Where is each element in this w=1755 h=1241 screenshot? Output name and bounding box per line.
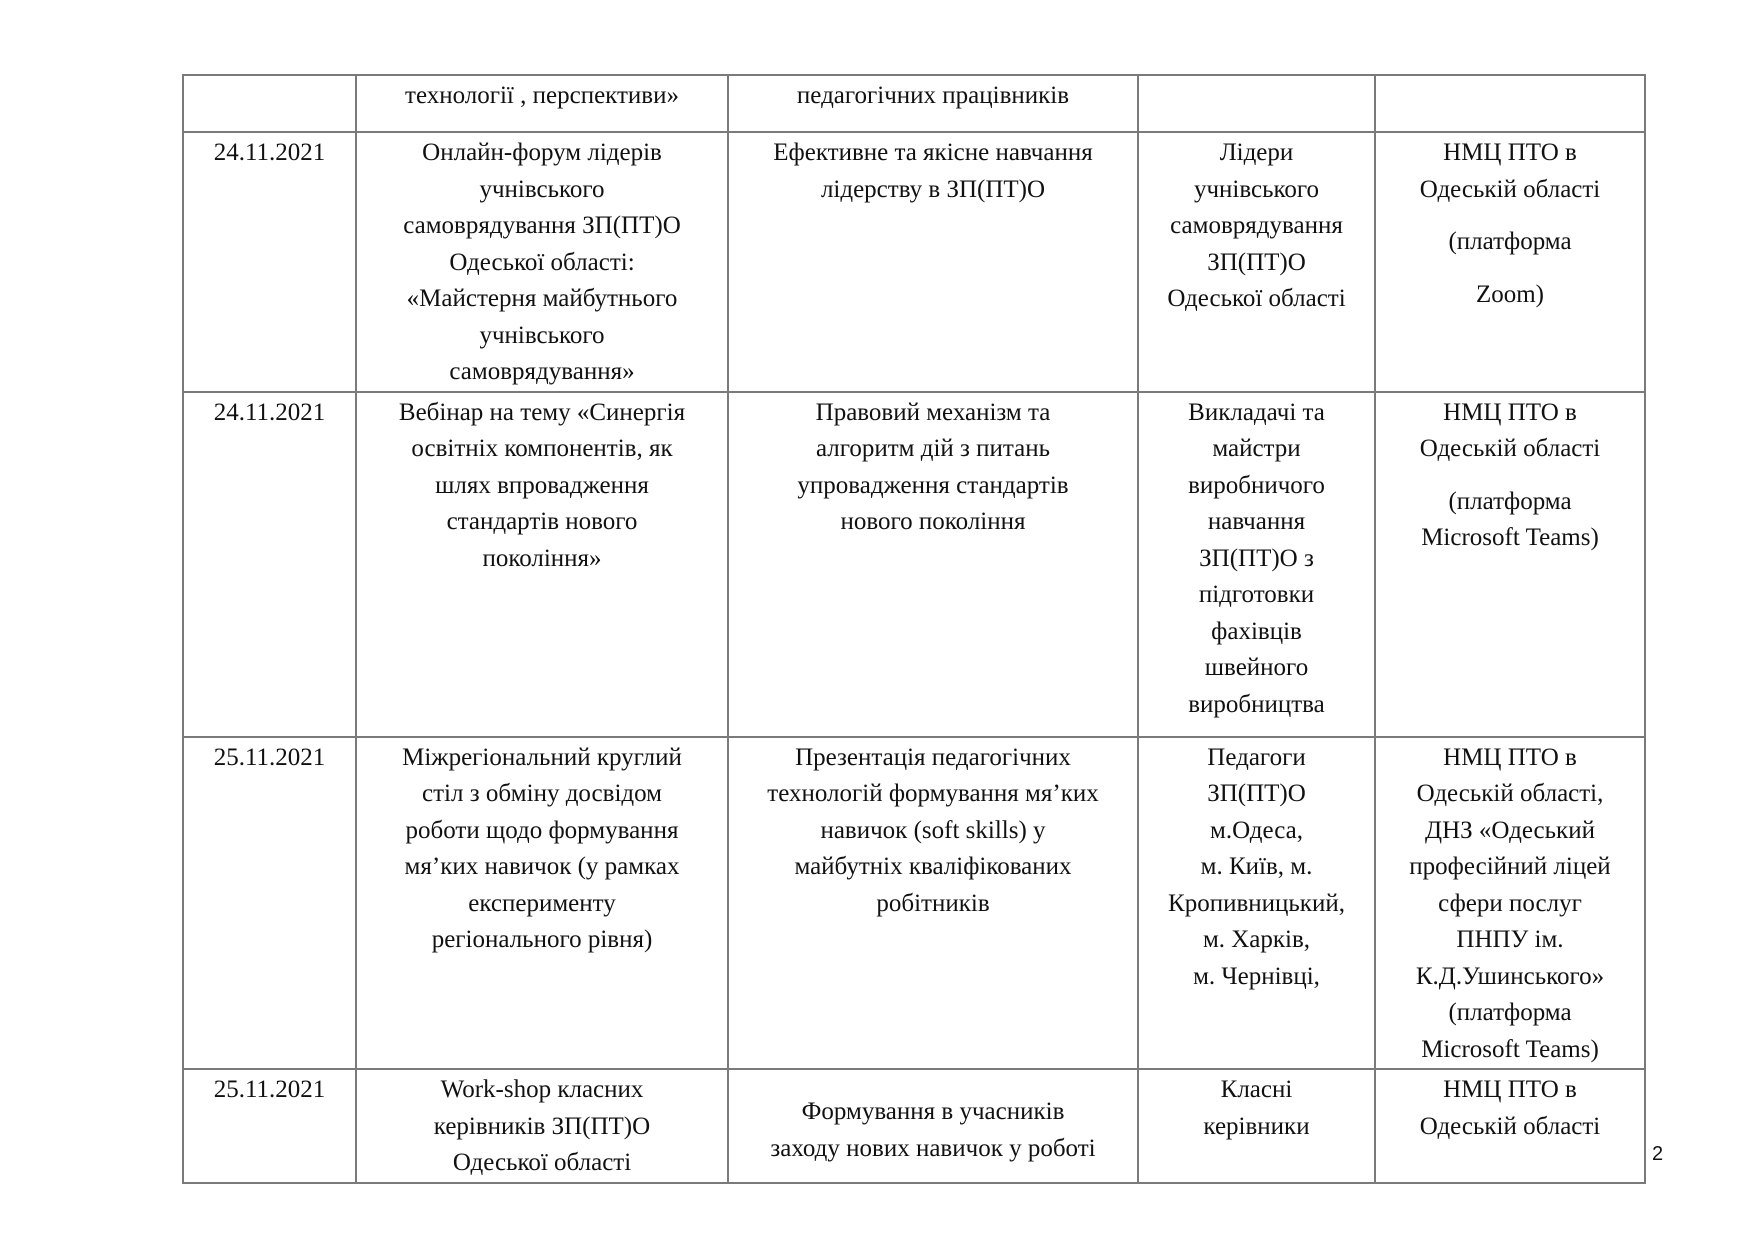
- cell-text-line: НМЦ ПТО в: [1443, 1076, 1577, 1103]
- cell-text-line: Microsoft Teams): [1421, 1035, 1599, 1063]
- cell-text-line: м. Київ, м.: [1200, 853, 1313, 880]
- cell-text-line: педагогічних працівників: [796, 82, 1070, 109]
- date-cell: [183, 132, 356, 392]
- cell-text-line: Кропивницький,: [1168, 889, 1345, 917]
- cell-text-line: Правовий механізм та: [815, 398, 1051, 426]
- cell-text-line: Формування в учасників: [801, 1098, 1065, 1125]
- cell-text-line: самоврядування: [1170, 212, 1343, 239]
- cell-text-line: самоврядування ЗП(ПТ)О: [403, 212, 681, 239]
- cell-text-line: Одеській області: [1419, 435, 1601, 462]
- cell-text-line: Міжрегіональний круглий: [402, 743, 682, 771]
- platform-text-line: Microsoft Teams): [1421, 524, 1599, 551]
- table-row: [183, 392, 1645, 737]
- cell-text-line: учнівського: [479, 175, 605, 203]
- topic-text-block: [735, 1072, 1131, 1167]
- date-cell: [183, 737, 356, 1070]
- cell-text-line: Онлайн-форум лідерів: [422, 139, 662, 166]
- cell-text-line: Вебінар на тему «Синергія: [398, 398, 686, 426]
- cell-text-line: учнівського: [1193, 175, 1320, 203]
- cell-text-line: Work-shop класних: [440, 1076, 644, 1103]
- cell-text-line: учнівського: [479, 321, 605, 349]
- table-row: [183, 737, 1645, 1070]
- cell-text-line: упровадження стандартів: [797, 471, 1069, 499]
- topic-cell: [728, 737, 1138, 1070]
- cell-text-line: ДНЗ «Одеський: [1425, 816, 1595, 844]
- platform-text-line: (платформа: [1448, 228, 1572, 255]
- cell-text-line: стіл з обміну досвідом: [422, 780, 662, 807]
- organizer-cell: [1375, 132, 1645, 392]
- table-row: [183, 1069, 1645, 1183]
- table-row: [183, 75, 1645, 132]
- event-cell: [356, 392, 728, 737]
- cell-text-line: ЗП(ПТ)О: [1207, 248, 1306, 276]
- cell-text-line: професійний ліцей: [1409, 853, 1611, 880]
- cell-text-line: 25.11.2021: [213, 1076, 326, 1103]
- platform-text-line: (платформа: [1448, 487, 1572, 515]
- cell-text-line: майстри: [1212, 435, 1301, 462]
- cell-text-line: Педагоги: [1207, 743, 1306, 771]
- cell-text-line: Лідери: [1219, 139, 1294, 166]
- topic-cell: [728, 1069, 1138, 1183]
- table-row: [183, 132, 1645, 392]
- date-cell: [183, 1069, 356, 1183]
- cell-text-line: навичок (soft skills) у: [820, 816, 1046, 844]
- cell-text-line: Одеській області,: [1416, 780, 1604, 807]
- cell-text-line: фахівців: [1211, 617, 1302, 645]
- cell-text-line: навчання: [1207, 508, 1306, 535]
- platform-text-line: Zoom): [1475, 280, 1545, 308]
- cell-text-line: НМЦ ПТО в: [1443, 398, 1577, 426]
- cell-text-line: м.Одеса,: [1210, 816, 1303, 844]
- cell-text-line: керівники: [1203, 1112, 1310, 1140]
- cell-text-line: Одеської області:: [449, 248, 635, 276]
- cell-text-line: технологій формування мя’ких: [767, 780, 1099, 807]
- cell-text-line: заходу нових навичок у роботі: [770, 1134, 1096, 1162]
- cell-text-line: ЗП(ПТ)О з: [1199, 544, 1314, 572]
- page-number: 2: [1652, 1143, 1664, 1165]
- cell-text-line: освітніх компонентів, як: [411, 435, 673, 462]
- organizer-cell: [1375, 737, 1645, 1070]
- cell-text-line: покоління»: [482, 544, 602, 572]
- cell-text-line: НМЦ ПТО в: [1443, 743, 1577, 771]
- cell-text-line: 24.11.2021: [213, 398, 326, 426]
- participants-cell: [1138, 132, 1375, 392]
- cell-text-line: сфери послуг: [1438, 889, 1582, 917]
- participants-cell: [1138, 75, 1375, 132]
- events-table: [182, 74, 1646, 1184]
- date-cell: [183, 75, 356, 132]
- cell-text-line: лідерству в ЗП(ПТ)О: [820, 175, 1046, 203]
- cell-text-line: м. Чернівці,: [1193, 962, 1320, 990]
- cell-text-line: 25.11.2021: [213, 743, 326, 771]
- cell-text-line: Одеської області: [1167, 285, 1346, 312]
- cell-text-line: виробництва: [1188, 690, 1325, 718]
- organizer-cell: [1375, 392, 1645, 737]
- cell-text-line: 24.11.2021: [213, 139, 326, 166]
- event-cell: [356, 75, 728, 132]
- cell-text-line: алгоритм дій з питань: [815, 435, 1051, 462]
- cell-text-line: шлях впровадження: [435, 471, 649, 499]
- participants-cell: [1138, 392, 1375, 737]
- event-cell: [356, 1069, 728, 1183]
- organizer-cell: [1375, 1069, 1645, 1183]
- cell-text-line: Одеській області: [1419, 1112, 1601, 1140]
- cell-text-line: майбутніх кваліфікованих: [794, 853, 1072, 880]
- cell-text-line: мя’ких навичок (у рамках: [404, 853, 680, 880]
- cell-text-line: технології , перспективи»: [405, 82, 679, 109]
- cell-text-line: керівників ЗП(ПТ)О: [433, 1112, 651, 1140]
- cell-text-line: «Майстерня майбутнього: [406, 285, 678, 312]
- cell-text-line: м. Харків,: [1202, 926, 1311, 953]
- topic-cell: [728, 132, 1138, 392]
- cell-text-line: швейного: [1204, 654, 1309, 681]
- participants-cell: [1138, 737, 1375, 1070]
- cell-text-line: регіонального рівня): [431, 926, 653, 953]
- event-cell: [356, 132, 728, 392]
- cell-text-line: Презентація педагогічних: [795, 743, 1071, 771]
- cell-text-line: ЗП(ПТ)О: [1207, 780, 1306, 807]
- topic-cell: [728, 75, 1138, 132]
- cell-text-line: Класні: [1220, 1076, 1293, 1103]
- cell-text-line: НМЦ ПТО в: [1443, 139, 1577, 166]
- cell-text-line: виробничого: [1188, 471, 1325, 499]
- cell-text-line: Викладачі та: [1188, 398, 1325, 426]
- cell-text-line: робітників: [876, 889, 990, 917]
- cell-text-line: Ефективне та якісне навчання: [773, 139, 1093, 166]
- cell-text-line: (платформа: [1448, 999, 1572, 1026]
- cell-text-line: ПНПУ ім.: [1456, 926, 1564, 953]
- cell-text-line: експерименту: [468, 889, 616, 917]
- cell-text-line: підготовки: [1198, 581, 1315, 608]
- cell-text-line: К.Д.Ушинського»: [1415, 962, 1605, 990]
- cell-text-line: роботи щодо формування: [405, 816, 679, 844]
- organizer-cell: [1375, 75, 1645, 132]
- topic-cell: [728, 392, 1138, 737]
- cell-text-line: стандартів нового: [446, 508, 638, 535]
- event-cell: [356, 737, 728, 1070]
- cell-text-line: нового покоління: [840, 508, 1026, 535]
- cell-text-line: самоврядування»: [449, 358, 635, 385]
- date-cell: [183, 392, 356, 737]
- cell-text-line: Одеській області: [1419, 175, 1601, 203]
- cell-text-line: Одеської області: [452, 1149, 632, 1176]
- participants-cell: [1138, 1069, 1375, 1183]
